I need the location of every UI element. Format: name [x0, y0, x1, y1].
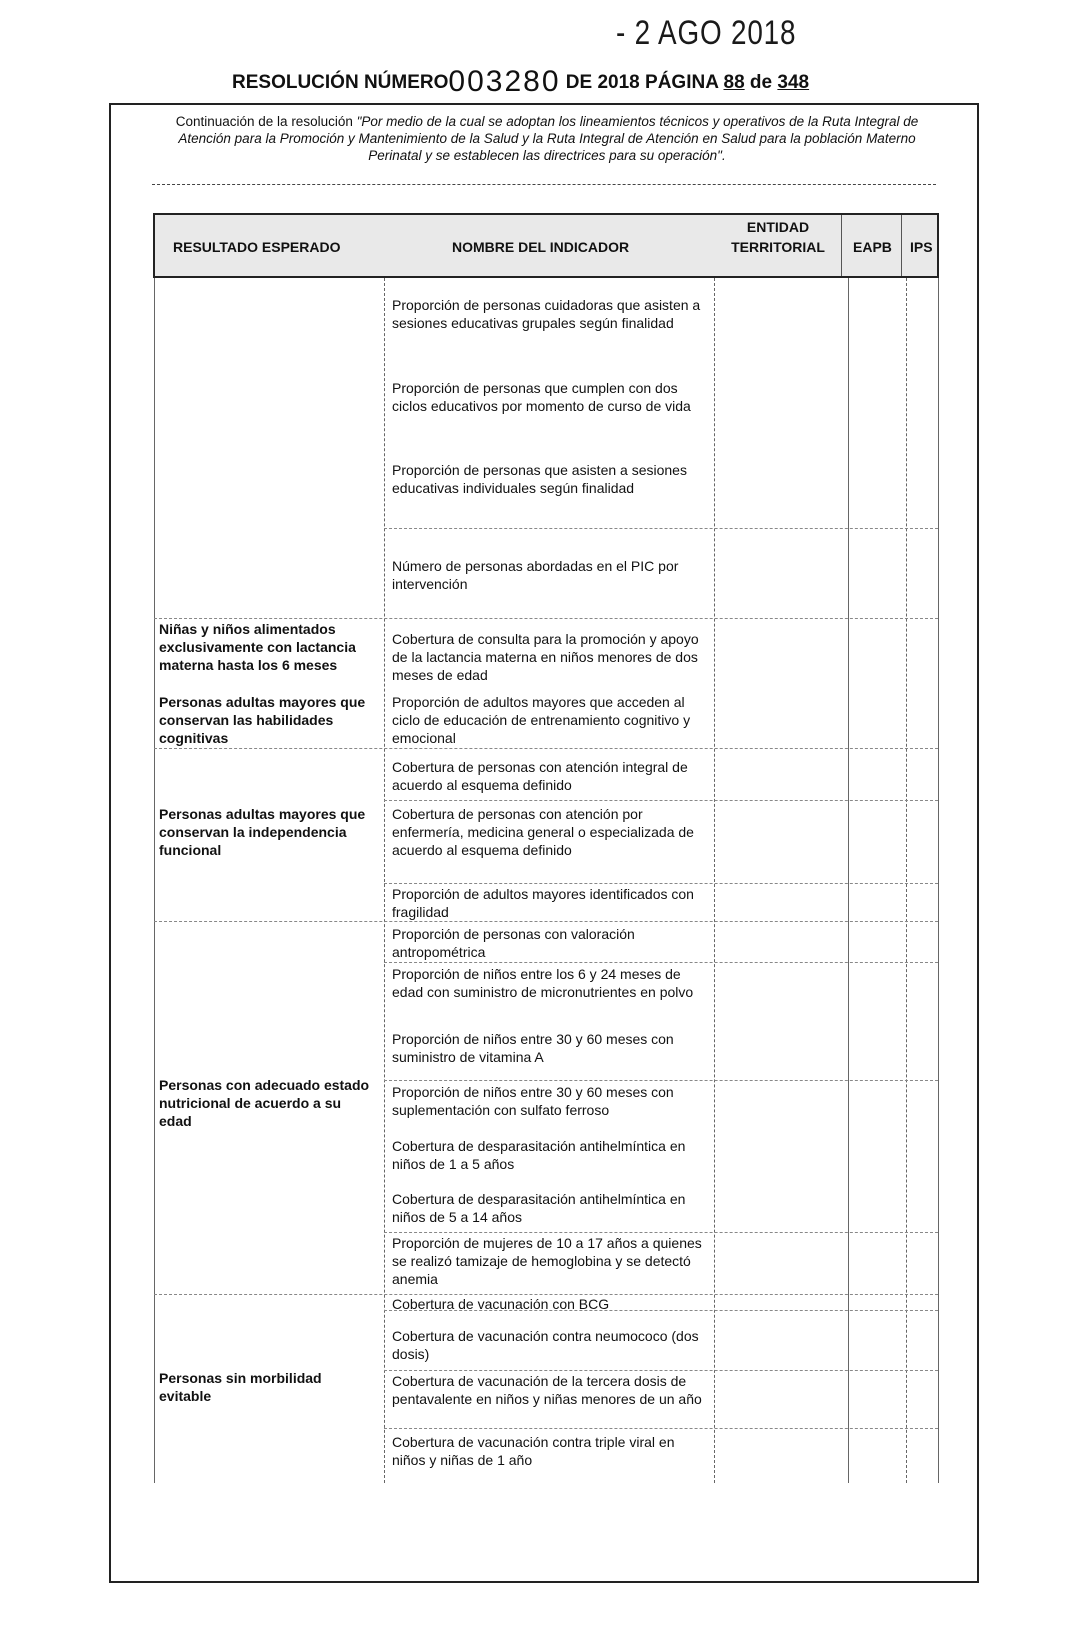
row-rule	[154, 748, 938, 749]
column-line	[154, 278, 155, 1483]
row-rule	[384, 528, 938, 529]
header-ips: IPS	[910, 239, 933, 255]
column-line	[848, 278, 849, 1483]
indicator-item: Número de personas abordadas en el PIC por intervención	[392, 558, 679, 592]
indicator-item: Cobertura de vacunación con BCG	[392, 1296, 610, 1312]
row-rule	[384, 1232, 938, 1233]
page-number: 88	[723, 72, 745, 93]
dashed-divider	[152, 184, 936, 185]
page-total: 348	[777, 72, 810, 93]
header-year-text: DE 2018 PÁGINA	[565, 72, 719, 93]
continuation-note	[152, 113, 942, 164]
row-rule	[384, 1370, 938, 1371]
header-eapb: EAPB	[853, 239, 892, 255]
header-resultado-esperado: RESULTADO ESPERADO	[173, 239, 341, 255]
row-rule	[154, 618, 938, 619]
indicator-item: Cobertura de vacunación contra triple viral en niños y niñas de 1 año	[392, 1434, 675, 1468]
indicator-item: Cobertura de consulta para la promoción y apoyo de la lactancia materna en niños menores de dos meses de edad	[392, 631, 699, 683]
result-nutricional: Personas con adecuado estado nutricional de acuerdo a su edad	[159, 1077, 370, 1129]
column-line	[938, 278, 939, 1483]
resolution-title-quote: "Por medio de la cual se adoptan los lineamientos técnicos y operativos de la Ruta Integral de Atención para la Promoción y Mantenimiento de la Salud y la Ruta Integral de Atención en Salud para la población Materno Perinatal y se establecen las directrices para su operación".	[178, 114, 919, 163]
indicator-item: Proporción de adultos mayores identificados con fragilidad	[392, 886, 694, 920]
result-lactancia: Niñas y niños alimentados exclusivamente con lactancia materna hasta los 6 meses	[159, 621, 356, 673]
row-rule	[384, 1080, 938, 1081]
indicator-item: Proporción de niños entre 30 y 60 meses con suministro de vitamina A	[392, 1031, 674, 1065]
resolution-number: 003280	[448, 65, 561, 98]
header-nombre-indicador: NOMBRE DEL INDICADOR	[452, 239, 630, 255]
indicator-item: Proporción de niños entre 30 y 60 meses con suplementación con sulfato ferroso	[392, 1084, 674, 1118]
indicator-item: Cobertura de vacunación de la tercera dosis de pentavalente en niños y niñas menores de un año	[392, 1373, 702, 1407]
indicator-item: Cobertura de desparasitación antihelmíntica en niños de 5 a 14 años	[392, 1191, 686, 1225]
indicator-item: Cobertura de vacunación contra neumococo (dos dosis)	[392, 1328, 699, 1362]
result-morbilidad: Personas sin morbilidad evitable	[159, 1370, 322, 1404]
result-independencia: Personas adultas mayores que conservan la independencia funcional	[159, 806, 366, 858]
indicator-item: Proporción de personas que asisten a sesiones educativas individuales según finalidad	[392, 462, 687, 496]
column-line	[714, 278, 715, 1483]
resolution-header	[232, 62, 809, 96]
header-divider	[841, 215, 842, 276]
table-header	[153, 213, 939, 278]
row-rule	[384, 883, 938, 884]
row-rule	[384, 1428, 938, 1429]
indicator-item: Cobertura de personas con atención integral de acuerdo al esquema definido	[392, 759, 688, 793]
header-entidad: ENTIDAD	[746, 219, 810, 235]
indicator-item: Proporción de personas que cumplen con dos ciclos educativos por momento de curso de vida	[392, 380, 691, 414]
indicator-item: Proporción de adultos mayores que acceden al ciclo de educación de entrenamiento cognitivo y emocional	[392, 694, 691, 746]
row-rule	[154, 921, 938, 922]
stamp-date: - 2 AGO 2018	[616, 14, 797, 52]
row-rule	[384, 962, 938, 963]
header-of-text: de	[749, 72, 773, 93]
indicator-item: Proporción de personas cuidadoras que asisten a sesiones educativas grupales según finalidad	[392, 297, 701, 331]
indicator-item: Cobertura de desparasitación antihelmíntica en niños de 1 a 5 años	[392, 1138, 686, 1172]
header-territorial: TERRITORIAL	[731, 239, 825, 255]
indicator-item: Proporción de niños entre los 6 y 24 meses de edad con suministro de micronutrientes en polvo	[392, 966, 694, 1000]
continuation-lead: Continuación de la resolución	[175, 114, 353, 129]
indicator-item: Cobertura de personas con atención por enfermería, medicina general o especializada de acuerdo al esquema definido	[392, 806, 694, 858]
column-line	[906, 278, 907, 1483]
column-line	[384, 278, 385, 1483]
header-label: RESOLUCIÓN NÚMERO	[232, 72, 449, 93]
result-cognitivas: Personas adultas mayores que conservan las habilidades cognitivas	[159, 694, 366, 746]
indicator-item: Proporción de mujeres de 10 a 17 años a quienes se realizó tamizaje de hemoglobina y se detectó anemia	[392, 1235, 702, 1287]
row-rule	[384, 800, 938, 801]
header-divider	[901, 215, 902, 276]
indicator-item: Proporción de personas con valoración antropométrica	[392, 926, 635, 960]
